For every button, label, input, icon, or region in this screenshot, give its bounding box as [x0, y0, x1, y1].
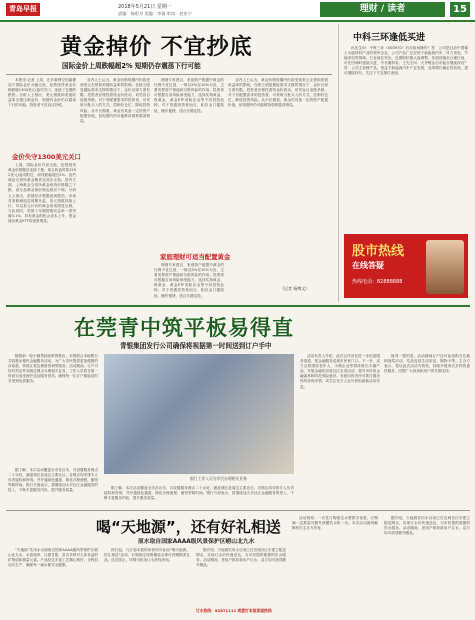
- bank-headline: 在莞青中筑平板易得直: [74, 316, 294, 340]
- trader-column: [338, 24, 471, 302]
- bank-subheadline: 青银集团发行公司确保将视据第一时间送到订户手中: [120, 342, 272, 350]
- masthead: [0, 0, 475, 22]
- water-body-col-2: 即日起，凡订阅本报的读者均可参加“喝天地源，好礼相送”活动，订购指定规格桶装水即可获赠精美礼品，送完即止。详情可致电订水热线咨询。: [104, 548, 190, 563]
- water-body-col-4: 活动规则：一次性订购指定水票即享优惠；订购满一定数量可额外获赠饮水机一台。本次活动最终解释权归主办方所有。: [292, 516, 378, 531]
- gold-body-col-6: 业内人士认为，黄金价格短期内仍将受到美元走势和美债收益率的影响，在缺乏明显避险需求支撑的情况下，金价反弹力度有限。投资者应理性看待金价波动，切勿盲目追涨杀跌。对于有配置需求的投资者，可采取分批买入的方式，控制好仓位，降低投资风险。从中长期看，黄金仍具备一定的资产配置价值，但短期内仍可能维持弱势震荡格局。: [228, 78, 328, 108]
- water-subheadline: 原水取自国家AAAA级风景保护区崂山北九水: [138, 539, 255, 545]
- gold-subheadline-3: 家庭理财可适当配置黄金: [160, 253, 231, 261]
- water-hotline: 订水热线：82871111 或拨打本报客服热线: [196, 608, 272, 613]
- gold-body-col-1: 本报讯 记者 上周，在多重利空因素叠加下国际金价大幅走低，伦敦现货黄金价格跌破1300美元/盎司关口，延续了近期的跌势。分析人士指出，美元指数和美债收益率走强压制金价，短期内金价仍存震荡下行的可能，投资者不宜盲目抄底。: [8, 78, 76, 108]
- water-body-col-1: “天地源”饮用水水源取自国家AAAA级风景保护区崂山北九水，水质纯净，口感甘甜，富含多种对人体有益的矿物质和微量元素。产品经过多道工艺精心制作，全程封闭式生产，确保每一滴水都安全健康。: [8, 548, 98, 568]
- gold-body-col-2: 上周，国际金价开局走低，伦敦现货黄金价格随后连续下挫，周五收盘时报1292美元/盎司附近，周线跌幅超过2%。纽约商品交易所黄金期货也同步走弱。国内方面，上海黄金交易所黄金现货价格随之下跌，部分品牌金饰价格也相应下调。分析人士指出，美国经济数据表现强劲，市场对美联储加息预期升温，美元指数持续上行，对以美元计价的黄金形成明显压制。与此同时，美国十年期国债收益率一度突破3.1%，持有黄金的机会成本上升，资金流出黄金ETF的迹象明显。: [8, 163, 76, 224]
- bank-body-col-4: 值得一提的是，活动期间订户还可参加积分兑换和抽奖活动，奖品包括生活用品、购物卡等。主办方表示，将以此次活动为契机，持续开展形式多样的惠民服务，回馈广大读者和用户的长期支持。: [384, 354, 470, 374]
- bank-photo-caption: 银行工作人员为市民办理相关业务: [190, 476, 247, 481]
- water-body-col-5: 据介绍，天地源饮用水目前已在岛城各区市建立配送网点，实现订水后快速送达，为市民提供便捷的饮水服务。活动期间，老用户推荐新用户订水，双方均可获得额外赠品。: [384, 516, 470, 536]
- ad-subtitle: 在线答疑: [352, 261, 384, 270]
- gold-subheadline-2: 金价失守1300美元关口: [12, 153, 81, 161]
- gold-body-col-4: 理财专家建议，家庭资产配置中黄金的比例不宜过高，一般以5%至10%为宜，主要发挥资产保值和分散风险的作用。投资者可根据自身风险承受能力，选择实物黄金、纸黄金、黄金ETF或积存金等不同投资品种。对于普通投资者而言，积存金门槛较低、操作便捷，适合长期定投。: [154, 78, 224, 113]
- divider: [6, 74, 332, 75]
- gold-body-col-5: 理财专家建议，家庭资产配置中黄金的比例不宜过高，一般以5%至10%为宜，主要发挥资产保值和分散风险的作用。投资者可根据自身风险承受能力，选择实物黄金、纸黄金、黄金ETF或积存金等不同投资品种。对于普通投资者而言，积存金门槛较低、操作便捷，适合长期定投。: [154, 263, 224, 298]
- water-headline: 喝“天地源”，还有好礼相送: [96, 518, 281, 536]
- bank-photo: [104, 354, 294, 474]
- ad-portrait-image: [426, 240, 464, 294]
- newspaper-logo: 青岛早报: [6, 3, 40, 16]
- gold-headline: 黄金掉价 不宜抄底: [60, 35, 253, 60]
- trader-column-body: 孙先生问：中科三环（000970）后市如何操作？答：公司是目前中国稀土永磁材料产业的领军企业，公司产品广泛应用于新能源汽车、风力发电、节能家电等领域，行业地位突出。近期股价随大盘调整，估值回落至合理区间，可在回调时逢低买进，中长期持有。王先生问：天齐锂业后市能否继续持有？答：公司主营锂产品，受益于新能源汽车产业发展，业绩增长确定性较高，建议继续持有，关注下方支撑位表现。: [344, 46, 468, 76]
- bank-body-col-3: 活动负责人介绍，此次合作旨在进一步拓宽服务渠道，把金融服务送到市民家门口。下一步，双方还将围绕老年人、小微企业等群体推出专属产品，开展金融知识进社区宣讲活动，提升市民的金融素养和防范风险意识。有意向的市民可拨打服务热线咨询详情，或关注官方公众号获取最新活动信息。: [300, 354, 380, 389]
- gold-body-col-3: 业内人士认为，黄金价格短期内仍将受到美元走势和美债收益率的影响，在缺乏明显避险需求支撑的情况下，金价反弹力度有限。投资者应理性看待金价波动，切勿盲目追涨杀跌。对于有配置需求的投资者，可采取分批买入的方式，控制好仓位，降低投资风险。从中长期看，黄金仍具备一定的资产配置价值，但短期内仍可能维持弱势震荡格局。: [80, 78, 150, 123]
- divider: [6, 510, 470, 511]
- editor-line: 责编：杨彩舟 美编：李倩 审读：赵宏宁: [118, 11, 192, 16]
- gold-byline: （记者 杨博文）: [280, 286, 310, 291]
- date-line: 2018年5月21日 星期一: [118, 4, 172, 10]
- bank-body-col-1: 随着新一轮小额贷款政策的推出，本报联合本地银行共同推出便民金融服务活动，为广大市民提供更加便捷的存取款、转账汇款及理财咨询等服务。活动期间，订户可持有效证件到指定网点办理相关业务，工作人员将在第一时间完成受理并送达服务回执，确保每一位订户都能及时享受到优质服务。: [8, 354, 98, 384]
- water-body-col-3: 据介绍，天地源饮用水目前已在岛城各区市建立配送网点，实现订水后快速送达，为市民提供便捷的饮水服务。活动期间，老用户推荐新用户订水，双方均可获得额外赠品。: [196, 548, 286, 568]
- bank-body-col-2: 据了解，本次活动覆盖全市各区市，共设置服务网点二十余处，涵盖城区及周边主要社区。各网点均安排专人负责接待和咨询，并开通绿色通道，简化办理流程，缩短等候时间。银行方面表示，将继续加大对社区金融服务的投入，不断丰富服务内容，提升服务质量。: [8, 468, 98, 493]
- page-number: 15: [450, 2, 470, 17]
- ad-box: [344, 234, 468, 298]
- ad-title: 股市热线: [352, 244, 405, 259]
- bank-body-col-5: 据了解，本次活动覆盖全市各区市，共设置服务网点二十余处，涵盖城区及周边主要社区。各网点均安排专人负责接待和咨询，并开通绿色通道，简化办理流程，缩短等候时间。银行方面表示，将继续加大对社区金融服务的投入，不断丰富服务内容，提升服务质量。: [104, 486, 294, 501]
- section-title: 理财 / 读者: [320, 2, 445, 17]
- trader-column-title: 中科三环逢低买进: [353, 33, 426, 43]
- divider: [6, 305, 470, 307]
- ad-phone: 热线电话：82888888: [352, 279, 403, 285]
- gold-subheadline: 国际金价上周跌幅超2% 短期仍存震荡下行可能: [62, 62, 201, 70]
